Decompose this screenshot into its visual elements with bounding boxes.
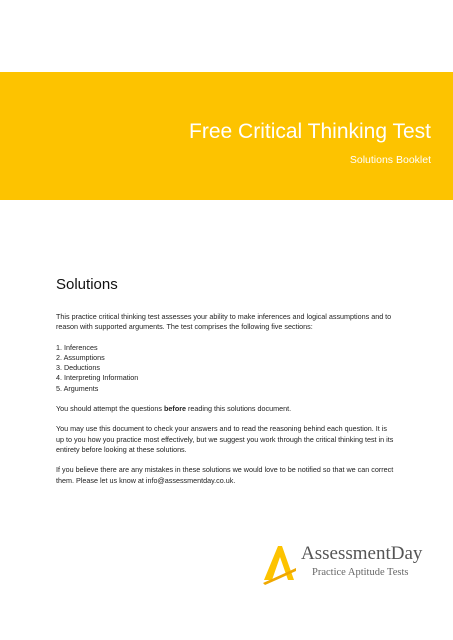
list-item: 1. Inferences	[56, 342, 98, 352]
attempt-text-end: reading this solutions document.	[186, 404, 292, 414]
sections-list	[56, 343, 396, 394]
assessmentday-logo-icon	[261, 540, 297, 586]
document-title: Free Critical Thinking Test	[189, 120, 431, 143]
section-heading: Solutions	[56, 276, 118, 293]
attempt-paragraph	[56, 404, 396, 414]
list-item: 3. Deductions	[56, 363, 100, 373]
intro-paragraph: This practice critical thinking test assesses your ability to make inferences and logical assumptions and to reason with supported arguments. The test comprises the following five sections:	[56, 312, 392, 332]
assessmentday-logo	[261, 540, 431, 586]
attempt-emphasis: before	[164, 404, 186, 414]
logo-tagline: Practice Aptitude Tests	[312, 567, 409, 578]
list-item: 5. Arguments	[56, 383, 99, 393]
usage-paragraph: You may use this document to check your answers and to read the reasoning behind each question. It is up to you how you practice most effectively, but we suggest you work through the critical thinking test in its entirety before looking at these solutions.	[56, 424, 394, 454]
solutions-section	[56, 276, 396, 496]
title-banner	[0, 72, 453, 200]
list-item: 4. Interpreting Information	[56, 373, 139, 383]
document-subtitle: Solutions Booklet	[349, 154, 431, 166]
mistakes-paragraph: If you believe there are any mistakes in these solutions we would love to be notified so that we can correct them. Please let us know at info@assessmentday.co.uk.	[56, 465, 394, 485]
logo-name: AssessmentDay	[301, 543, 423, 564]
list-item: 2. Assumptions	[56, 352, 105, 362]
attempt-text-start: You should attempt the questions	[56, 404, 165, 414]
